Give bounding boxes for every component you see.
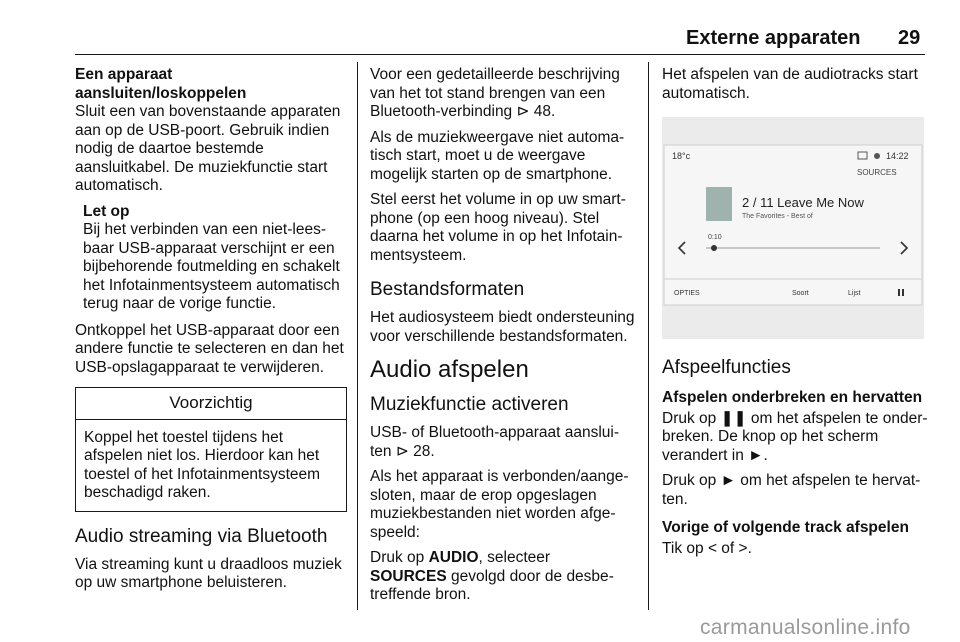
connected-text: Als het apparaat is verbonden/aangesloten, maar de erop opgeslagen muziekbestanden niet worden afgespeeld:: [370, 468, 629, 541]
pause-heading: Afspelen onderbreken en hervatten: [662, 389, 923, 406]
bt-description: Voor een gedetailleerde beschrijving van het tot stand brengen van een Bluetooth-verbinding ⊳ 48.: [370, 66, 620, 120]
formats-heading: Bestandsformaten: [370, 279, 525, 300]
pause-text: Druk op ❚❚ om het afspelen te onderbreken. De knop op het scherm verandert in ►.: [662, 409, 928, 464]
watermark: carmanualsonline.info: [700, 616, 911, 639]
header-rule: [75, 54, 925, 55]
audio-keyword: AUDIO: [428, 549, 479, 566]
column-divider-1: [357, 62, 358, 610]
connect-text: Sluit een van bovenstaande apparaten aan op de USB-poort. Gebruik indien nodig de daartoe bestemde aansluitkabel. De muziekfunctie start automatisch.: [75, 103, 341, 194]
activate-page-ref[interactable]: 28: [413, 442, 431, 460]
caution-box: [75, 387, 347, 512]
album-cover: [706, 187, 732, 221]
column-1: [75, 66, 347, 600]
bt-text: Via streaming kunt u draadloos muziek op uw smartphone beluisteren.: [75, 555, 342, 591]
connect-heading: Een apparaat aansluiten/loskoppelen: [75, 66, 247, 102]
caution-text: Koppel het toestel tijdens het afspelen niet los. Hierdoor kan het toestel of het Infotainmentsysteem beschadigd raken.: [84, 428, 321, 501]
formats-text: Het audiosysteem biedt ondersteuning voor verschillende bestandsformaten.: [370, 309, 635, 345]
note-text: Bij het verbinden van een niet-leesbaar USB-apparaat verschijnt er een bijbehorende foutmelding en schakelt het Infotainmentsysteem automatisch terug naar de vorige functie.: [83, 221, 340, 312]
note-block: [75, 203, 347, 314]
column-divider-2: [648, 62, 649, 610]
activate-heading: Muziekfunctie activeren: [370, 394, 569, 415]
screen-tab-lijst: Lijst: [848, 290, 861, 297]
resume-text: Druk op ► om het afspelen te hervatten.: [662, 472, 921, 508]
functions-heading: Afspeelfuncties: [662, 357, 791, 378]
autostart-text: Als de muziekweergave niet automatisch start, moet u de weergave mogelijk starten op de smartphone.: [370, 128, 625, 183]
activate-text: USB- of Bluetooth-apparaat aansluiten ⊳ 28.: [370, 424, 620, 460]
progress-handle: [711, 245, 717, 251]
autoplay-text: Het afspelen van de audiotracks start automatisch.: [662, 66, 918, 102]
screen-track-title: 2 / 11 Leave Me Now: [742, 195, 864, 210]
bt-heading: Audio streaming via Bluetooth: [75, 525, 328, 547]
infotainment-screenshot: [662, 117, 924, 339]
pause-bar-right: [902, 289, 904, 296]
pause-bar-left: [898, 289, 900, 296]
column-3: [662, 66, 930, 565]
page-header-title: Externe apparaten: [686, 27, 861, 49]
screen-time: 14:22: [886, 151, 909, 161]
screen-temp: 18°c: [672, 151, 691, 161]
prev-next-heading: Vorige of volgende track afspelen: [662, 519, 909, 536]
sources-keyword: SOURCES: [370, 567, 447, 585]
prev-next-text: Tik op < of >.: [662, 539, 752, 557]
caution-title: Voorzichtig: [76, 388, 346, 420]
screen-tab-opties: OPTIES: [674, 290, 700, 297]
column-2: [370, 66, 635, 612]
screen-sources: SOURCES: [857, 168, 897, 177]
bt-page-ref[interactable]: 48: [533, 103, 552, 120]
disconnect-text: Ontkoppel het USB-apparaat door een andere functie te selecteren en dan het USB-opslagapparaat te verwijderen.: [75, 321, 344, 376]
page-number: 29: [898, 27, 921, 49]
play-heading: Audio afspelen: [370, 356, 529, 383]
volume-text: Stel eerst het volume in op uw smartphone (op een hoog niveau). Stel daarna het volume in op het Infotainmentsysteem.: [370, 191, 626, 264]
pause-icon: ❚❚: [720, 409, 747, 427]
page-ref-arrow-icon: ⊳: [395, 442, 414, 460]
press-audio-text: Druk op AUDIO, selecteer SOURCES gevolgd door de desbetreffende bron.: [370, 549, 614, 603]
note-label: Let op: [83, 202, 130, 220]
screen-elapsed: 0:10: [708, 234, 722, 241]
page-ref-arrow-icon: ⊳: [516, 103, 534, 120]
screen-tab-soort: Soort: [792, 290, 809, 297]
gear-icon: [874, 153, 880, 159]
screen-album: The Favorites - Best of: [742, 213, 813, 220]
infotainment-screen-illustration: [662, 117, 924, 339]
